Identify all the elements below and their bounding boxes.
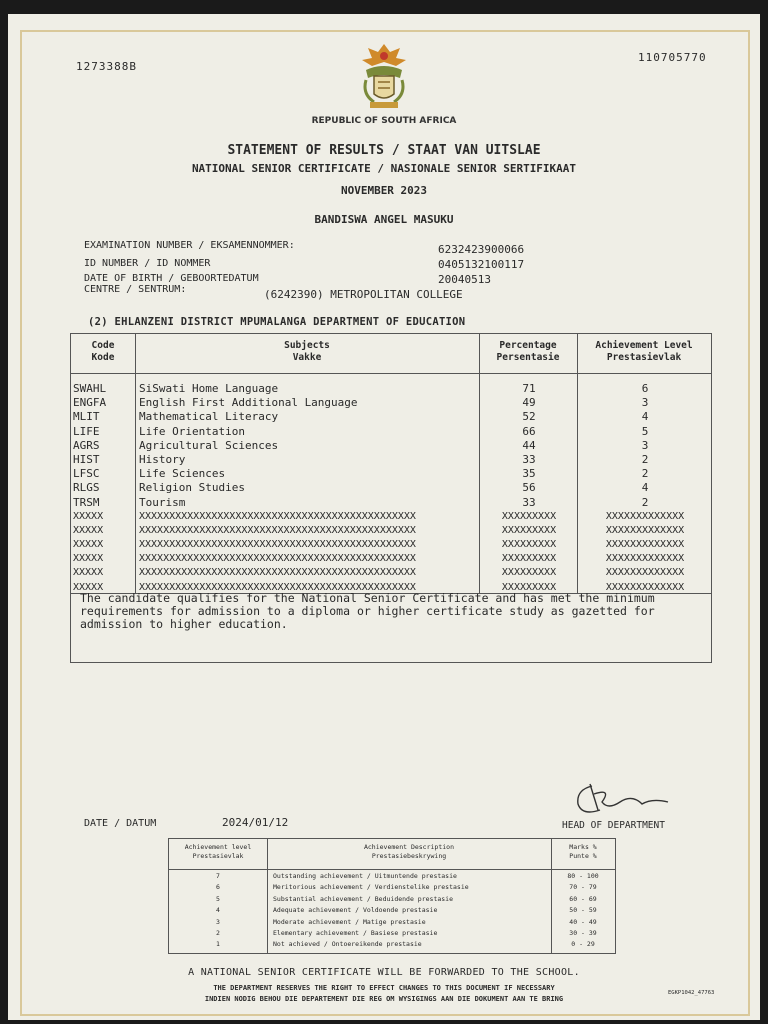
row-percentage: 44: [522, 438, 536, 452]
legend-level: 6: [216, 883, 220, 892]
legend-h-level-af: Prestasievlak: [192, 852, 244, 860]
header-code-en: Code: [91, 340, 115, 351]
document-subtitle: NATIONAL SENIOR CERTIFICATE / NASIONALE SENIOR SERTIFIKAAT: [191, 162, 577, 175]
legend-level: 5: [216, 894, 220, 903]
country-name: REPUBLIC OF SOUTH AFRICA: [311, 116, 457, 126]
exam-number-label: EXAMINATION NUMBER / EKSAMENNOMMER:: [84, 240, 295, 251]
legend-header-marks: [551, 843, 615, 861]
row-subject: SiSwati Home Language: [139, 382, 279, 395]
dob-label: DATE OF BIRTH / GEBOORTEDATUM: [84, 273, 259, 284]
row-subject: Life Sciences: [139, 467, 226, 481]
row-percentage: XXXXXXXXX: [501, 553, 557, 565]
header-pct-en: Percentage: [499, 340, 557, 351]
legend-h-desc-en: Achievement Description: [363, 843, 454, 851]
table-row: [71, 410, 711, 424]
row-code: XXXXX: [73, 581, 104, 593]
row-subject: XXXXXXXXXXXXXXXXXXXXXXXXXXXXXXXXXXXXXXXXXXXXXX: [139, 567, 416, 579]
row-level: XXXXXXXXXXXXX: [605, 581, 685, 593]
legend-row: [169, 905, 615, 916]
row-percentage: XXXXXXXXX: [501, 567, 557, 579]
legend-row: [169, 894, 615, 905]
row-percentage: 66: [522, 424, 536, 438]
form-code: EGKP1042_47763: [668, 990, 715, 996]
header-percentage: [479, 340, 577, 364]
signature-icon: [572, 780, 682, 820]
row-code: LIFE: [73, 424, 100, 438]
footer-rights-en: THE DEPARTMENT RESERVES THE RIGHT TO EFFECT CHANGES TO THIS DOCUMENT IF NECESSARY: [213, 984, 555, 992]
row-percentage: 35: [522, 467, 536, 481]
row-subject: English First Additional Language: [139, 396, 358, 410]
row-level: XXXXXXXXXXXXX: [605, 524, 685, 536]
header-level-en: Achievement Level: [595, 340, 693, 351]
table-row: [71, 467, 711, 481]
header-code-af: Kode: [91, 352, 115, 363]
legend-description: Substantial achievement / Beduidende prestasie: [273, 894, 454, 903]
row-percentage: XXXXXXXXX: [501, 510, 557, 522]
row-subject: XXXXXXXXXXXXXXXXXXXXXXXXXXXXXXXXXXXXXXXXXXXXXX: [139, 510, 416, 522]
id-number-label: ID NUMBER / ID NOMMER: [84, 258, 211, 269]
qualification-note: The candidate qualifies for the National Senior Certificate and has met the minimum requirements for admission to a diploma or higher certificate study as gazetted for admission to higher education.: [80, 591, 655, 631]
date-value: 2024/01/12: [222, 816, 289, 829]
legend-range: 70 - 79: [569, 883, 597, 892]
row-level: 4: [641, 481, 649, 495]
legend-description: Adequate achievement / Voldoende prestasie: [273, 906, 438, 915]
dob-value: 20040513: [438, 273, 491, 286]
legend-level: 7: [216, 872, 220, 880]
header-rule: [71, 373, 711, 374]
legend-rows: [169, 871, 615, 951]
row-level: 2: [641, 467, 649, 481]
row-subject: Tourism: [139, 495, 186, 509]
row-percentage: 52: [522, 410, 536, 424]
table-row: [71, 552, 711, 566]
table-row: [71, 453, 711, 467]
coat-of-arms-icon: [356, 42, 412, 112]
legend-level: 3: [216, 917, 220, 926]
row-level: 4: [641, 410, 649, 424]
row-subject: XXXXXXXXXXXXXXXXXXXXXXXXXXXXXXXXXXXXXXXXXXXXXX: [139, 553, 416, 565]
row-code: TRSM: [73, 495, 100, 509]
row-level: 2: [641, 495, 649, 509]
legend-level: 1: [216, 940, 220, 949]
footer-notice: A NATIONAL SENIOR CERTIFICATE WILL BE FORWARDED TO THE SCHOOL.: [188, 967, 580, 978]
exam-number-value: 6232423900066: [438, 243, 525, 256]
legend-description: Elementary achievement / Basiese prestasie: [273, 928, 438, 937]
row-code: LFSC: [73, 467, 100, 481]
legend-row: [169, 928, 615, 939]
row-level: XXXXXXXXXXXXX: [605, 567, 685, 579]
row-percentage: XXXXXXXXX: [501, 581, 557, 593]
row-level: 6: [641, 382, 649, 395]
table-row: [71, 382, 711, 396]
row-percentage: 71: [522, 382, 536, 395]
header-subjects-af: Vakke: [292, 352, 322, 363]
header-code: [71, 340, 135, 364]
legend-description: Moderate achievement / Matige prestasie: [273, 917, 426, 926]
row-code: MLIT: [73, 410, 100, 424]
table-row: [71, 425, 711, 439]
table-row: [71, 524, 711, 538]
legend-description: Meritorious achievement / Verdienstelike prestasie: [273, 883, 469, 892]
row-level: XXXXXXXXXXXXX: [605, 510, 685, 522]
legend-range: 30 - 39: [569, 928, 597, 937]
row-subject: XXXXXXXXXXXXXXXXXXXXXXXXXXXXXXXXXXXXXXXXXXXXXX: [139, 539, 416, 551]
row-code: XXXXX: [73, 539, 104, 551]
district-heading: (2) EHLANZENI DISTRICT MPUMALANGA DEPARTMENT OF EDUCATION: [88, 316, 466, 328]
row-subject: XXXXXXXXXXXXXXXXXXXXXXXXXXXXXXXXXXXXXXXXXXXXXX: [139, 581, 416, 593]
document-title: STATEMENT OF RESULTS / STAAT VAN UITSLAE: [227, 143, 541, 158]
header-subjects-en: Subjects: [284, 340, 330, 351]
row-percentage: XXXXXXXXX: [501, 539, 557, 551]
row-code: XXXXX: [73, 553, 104, 565]
legend-range: 60 - 69: [569, 894, 597, 903]
footer-rights-af: INDIEN NODIG BEHOU DIE DEPARTEMENT DIE REG OM WYSIGINGS AAN DIE DOKUMENT AAN TE BRING: [204, 995, 564, 1003]
header-pct-af: Persentasie: [496, 352, 560, 363]
row-code: XXXXX: [73, 567, 104, 579]
row-subject: Mathematical Literacy: [139, 410, 279, 424]
legend-row: [169, 917, 615, 928]
row-percentage: 33: [522, 495, 536, 509]
row-level: XXXXXXXXXXXXX: [605, 539, 685, 551]
row-level: 3: [641, 396, 649, 410]
legend-range: 0 - 29: [571, 940, 595, 949]
table-row: [71, 439, 711, 453]
row-subject: Religion Studies: [139, 481, 245, 495]
table-row: [71, 481, 711, 495]
legend-row: [169, 871, 615, 882]
legend-description: Not achieved / Ontoereikende prestasie: [273, 940, 422, 949]
row-code: ENGFA: [73, 396, 107, 410]
row-level: 2: [641, 452, 649, 466]
row-code: AGRS: [73, 438, 100, 452]
legend-h-marks-en: Marks %: [569, 843, 597, 851]
legend-range: 80 - 100: [567, 872, 599, 880]
header-level-af: Prestasievlak: [606, 352, 682, 363]
row-code: HIST: [73, 452, 100, 466]
row-level: XXXXXXXXXXXXX: [605, 553, 685, 565]
row-code: XXXXX: [73, 524, 104, 536]
head-of-department-label: HEAD OF DEPARTMENT: [562, 820, 665, 831]
row-subject: Life Orientation: [139, 424, 245, 438]
row-code: SWAHL: [73, 382, 107, 395]
id-number-value: 0405132100117: [438, 258, 525, 271]
legend-h-marks-af: Punte %: [569, 852, 597, 860]
row-percentage: 49: [522, 396, 536, 410]
centre-label: CENTRE / SENTRUM:: [84, 284, 187, 295]
centre-value: (6242390) METROPOLITAN COLLEGE: [264, 288, 463, 301]
candidate-name: BANDISWA ANGEL MASUKU: [314, 213, 454, 226]
row-code: XXXXX: [73, 510, 104, 522]
row-percentage: 56: [522, 481, 536, 495]
header-subjects: [135, 340, 479, 364]
legend-row: [169, 939, 615, 950]
legend-h-level-en: Achievement level: [184, 843, 252, 851]
table-row: [71, 496, 711, 510]
table-row: [71, 510, 711, 524]
serial-number-right: 110705770: [638, 51, 707, 64]
row-code: RLGS: [73, 481, 100, 495]
legend-h-desc-af: Prestasiebeskrywing: [371, 852, 447, 860]
legend-level: 4: [216, 906, 220, 915]
row-subject: XXXXXXXXXXXXXXXXXXXXXXXXXXXXXXXXXXXXXXXXXXXXXX: [139, 524, 416, 536]
row-level: 5: [641, 424, 649, 438]
exam-session: NOVEMBER 2023: [340, 184, 428, 197]
legend-range: 40 - 49: [569, 917, 597, 926]
achievement-legend: [168, 838, 616, 954]
row-level: 3: [641, 438, 649, 452]
legend-level: 2: [216, 928, 220, 937]
header-level: [577, 340, 711, 364]
legend-range: 50 - 59: [569, 906, 597, 915]
result-rows: [71, 382, 711, 595]
serial-number-left: 1273388B: [76, 60, 137, 73]
legend-description: Outstanding achievement / Uitmuntende prestasie: [273, 872, 457, 880]
table-row: [71, 538, 711, 552]
row-percentage: 33: [522, 452, 536, 466]
row-subject: History: [139, 452, 186, 466]
table-row: [71, 566, 711, 580]
table-row: [71, 396, 711, 410]
legend-header-rule: [169, 869, 615, 870]
row-subject: Agricultural Sciences: [139, 438, 279, 452]
legend-header-desc: [267, 843, 551, 861]
legend-header-level: [169, 843, 267, 861]
legend-row: [169, 882, 615, 893]
date-label: DATE / DATUM: [84, 818, 157, 829]
row-percentage: XXXXXXXXX: [501, 524, 557, 536]
